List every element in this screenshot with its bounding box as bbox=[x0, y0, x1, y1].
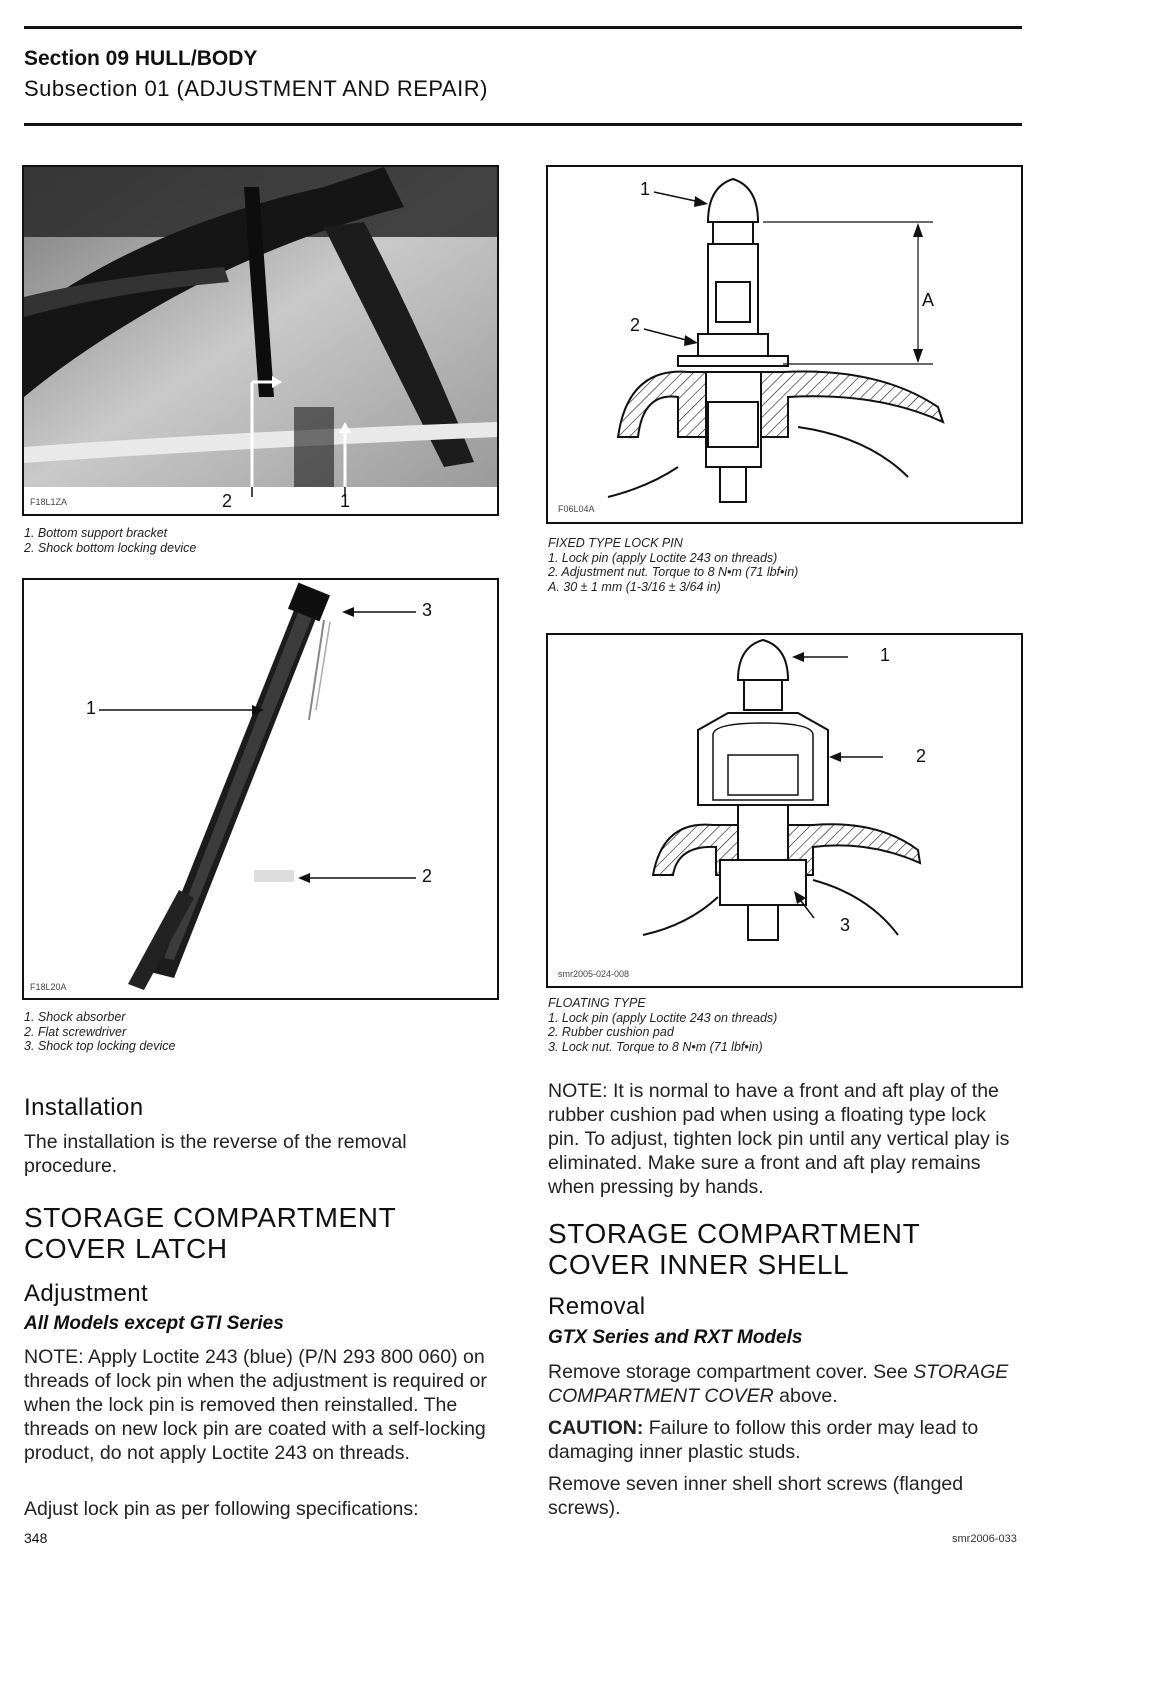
installation-heading: Installation bbox=[24, 1094, 144, 1121]
shock-absorber-photo bbox=[24, 580, 497, 998]
figure-caption: 1. Shock absorber 2. Flat screwdriver 3. Shock top locking device bbox=[24, 1010, 176, 1053]
callout-2: 2 bbox=[916, 746, 927, 766]
remove-cover-text: Remove storage compartment cover. See STORAGE COMPARTMENT COVER above. bbox=[548, 1361, 1009, 1407]
figure-code: F18L20A bbox=[30, 982, 67, 992]
figure-code: F18L1ZA bbox=[30, 497, 68, 507]
section-title: Section 09 HULL/BODY bbox=[24, 47, 258, 70]
figure-caption: 1. Bottom support bracket 2. Shock bottom locking device bbox=[24, 526, 197, 555]
models-heading: All Models except GTI Series bbox=[24, 1313, 284, 1334]
subsection-title: Subsection 01 (ADJUSTMENT AND REPAIR) bbox=[24, 76, 488, 101]
caption-title: FLOATING TYPE bbox=[548, 996, 646, 1010]
removal-heading: Removal bbox=[548, 1293, 646, 1320]
callout-2: 2 bbox=[630, 315, 641, 335]
storage-latch-heading: STORAGE COMPARTMENT COVER LATCH bbox=[24, 1202, 396, 1264]
caution-label: CAUTION: bbox=[548, 1417, 644, 1439]
callout-2: 2 bbox=[222, 491, 233, 511]
figure-code: F06L04A bbox=[558, 504, 595, 514]
fixed-lock-pin-drawing bbox=[548, 167, 1021, 522]
page-number: 348 bbox=[24, 1530, 48, 1546]
caution-text: CAUTION: Failure to follow this order may lead to damaging inner plastic studs. bbox=[548, 1417, 979, 1463]
callout-1: 1 bbox=[640, 179, 651, 199]
bottom-bracket-photo bbox=[24, 167, 497, 514]
figure-fixed-lock-pin bbox=[546, 165, 1023, 524]
figure-code: smr2005-024-008 bbox=[558, 969, 630, 979]
figure-caption: FIXED TYPE LOCK PIN 1. Lock pin (apply Loctite 243 on threads) 2. Adjustment nut. Torque to 8 N•m (71 lbf•in) A. 30 ± 1 mm (1-3/16 ± 3/64 in) bbox=[548, 536, 799, 594]
header-bottom-rule bbox=[24, 123, 1022, 126]
figure-floating-lock-pin bbox=[546, 633, 1023, 988]
document-code: smr2006-033 bbox=[952, 1533, 1017, 1545]
note-label: NOTE: bbox=[24, 1346, 84, 1368]
callout-3: 3 bbox=[422, 600, 433, 620]
caption-title: FIXED TYPE LOCK PIN bbox=[548, 536, 683, 550]
installation-text: The installation is the reverse of the removal procedure. bbox=[24, 1131, 407, 1177]
header-top-rule bbox=[24, 26, 1022, 29]
loctite-note bbox=[24, 1345, 499, 1465]
gtx-models-heading: GTX Series and RXT Models bbox=[548, 1327, 803, 1348]
figure-bottom-bracket bbox=[22, 165, 499, 516]
note-text: Apply Loctite 243 (blue) (P/N 293 800 060) on threads of lock pin when the adjustment is required or when the lock pin is removed then reinstalled. The threads on new lock pin are coated with a self-locking product, do not apply Loctite 243 on threads. bbox=[24, 1346, 487, 1464]
adjustment-heading: Adjustment bbox=[24, 1280, 149, 1307]
callout-a: A bbox=[922, 290, 935, 310]
callout-2: 2 bbox=[422, 866, 433, 886]
floating-lock-pin-drawing bbox=[548, 635, 1021, 986]
callout-1: 1 bbox=[880, 645, 891, 665]
note-text: It is normal to have a front and aft play of the rubber cushion pad when using a floating type lock pin. To adjust, tighten lock pin until any vertical play is eliminated. Make sure a front and aft play remains when pressing by hands. bbox=[548, 1080, 1010, 1198]
adjust-instruction: Adjust lock pin as per following specifications: bbox=[24, 1498, 419, 1520]
cushion-pad-note bbox=[548, 1079, 1022, 1199]
remove-screws-text: Remove seven inner shell short screws (flanged screws). bbox=[548, 1473, 964, 1519]
callout-1: 1 bbox=[340, 491, 351, 511]
figure-shock-absorber bbox=[22, 578, 499, 1000]
note-label: NOTE: bbox=[548, 1080, 608, 1102]
callout-3: 3 bbox=[840, 915, 851, 935]
inner-shell-heading: STORAGE COMPARTMENT COVER INNER SHELL bbox=[548, 1218, 920, 1280]
callout-1: 1 bbox=[86, 698, 97, 718]
cross-reference: STORAGE COMPARTMENT COVER bbox=[548, 1361, 1009, 1407]
figure-caption: FLOATING TYPE 1. Lock pin (apply Loctite 243 on threads) 2. Rubber cushion pad 3. Lock nut. Torque to 8 N•m (71 lbf•in) bbox=[548, 996, 778, 1054]
